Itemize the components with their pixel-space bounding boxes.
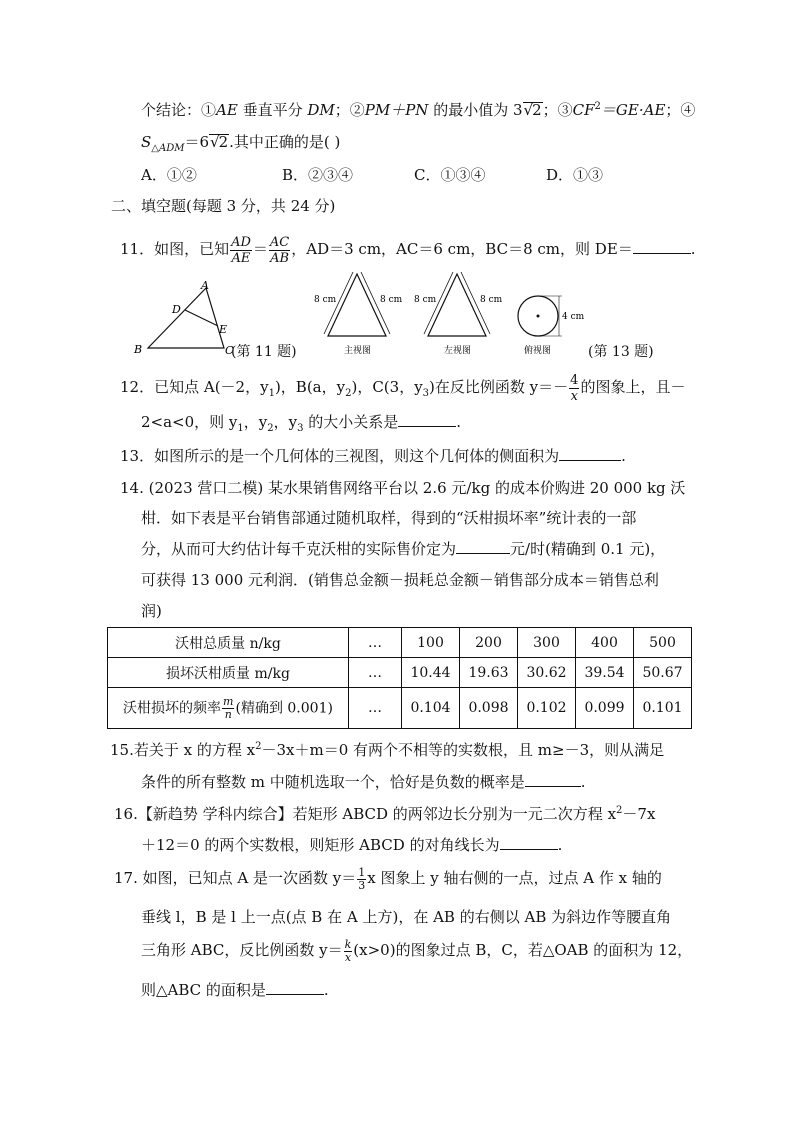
q10-sqrt2: 2 xyxy=(532,101,542,119)
q12-text: 12．已知点 A(－2，y xyxy=(120,378,269,396)
table-cell: 30.62 xyxy=(518,658,576,688)
q11-end: . xyxy=(690,240,696,258)
table-header-cell: 损坏沃柑质量 m/kg xyxy=(108,658,349,688)
q17-text: (x>0)的图象过点 B，C，若△OAB 的面积为 12， xyxy=(353,941,693,959)
q10-text: ；④ xyxy=(665,101,696,119)
subscript-2: 2 xyxy=(267,423,274,434)
dim-label: 4 cm xyxy=(562,312,585,322)
q10-geae: ＝GE·AE xyxy=(600,101,666,119)
frac-num: m xyxy=(223,694,234,708)
q17-end: . xyxy=(323,981,329,999)
main-view xyxy=(314,272,403,356)
q12-text: ，y xyxy=(273,413,298,431)
frac-den: 3 xyxy=(358,878,366,892)
q10-text: 个结论：① xyxy=(141,101,217,119)
table-cell: 50.67 xyxy=(634,658,692,688)
q12-text: )，C(3，y xyxy=(351,378,423,396)
q10-sqrt2b: 2 xyxy=(218,133,229,151)
q17-line3 xyxy=(141,934,692,966)
q12-text: ，y xyxy=(243,413,268,431)
table-cell: 0.104 xyxy=(402,688,460,729)
top-view xyxy=(518,296,585,356)
q15-text: 15.若关于 x 的方程 x xyxy=(110,741,256,759)
figure-11-triangle xyxy=(128,276,234,360)
label-e: E xyxy=(219,323,228,336)
q12-line2 xyxy=(141,412,461,432)
superscript-2: 2 xyxy=(594,101,601,112)
answer-blank xyxy=(266,980,324,995)
frac-den: n xyxy=(224,707,232,721)
frac-num: 1 xyxy=(358,865,366,879)
label-a: A xyxy=(201,279,209,292)
q15-end: . xyxy=(580,773,586,791)
table-cell: … xyxy=(349,658,402,688)
subscript-1: 1 xyxy=(237,423,244,434)
superscript-2: 2 xyxy=(255,741,262,752)
figure-13-three-views xyxy=(310,266,585,360)
frac-den: x xyxy=(344,950,352,964)
q14-line1: 14. (2023 营口二模) 某水果销售网络平台以 2.6 元/kg 的成本价购进 20 000 kg 沃 xyxy=(120,479,686,497)
q17-line4 xyxy=(141,980,329,1000)
answer-blank xyxy=(500,835,558,850)
dim-label: 8 cm xyxy=(380,295,403,305)
q17-text: 则△ABC 的面积是 xyxy=(141,981,266,999)
triangle-abc xyxy=(148,288,224,348)
table-cell: 0.099 xyxy=(576,688,634,729)
answer-blank xyxy=(633,239,691,254)
q10-line2 xyxy=(141,132,340,152)
q10-cf: CF xyxy=(572,101,595,119)
frac-num: k xyxy=(344,937,352,951)
table-row xyxy=(108,628,692,658)
dim-label: 8 cm xyxy=(314,295,337,305)
q10-tail-text: .其中正确的是( ) xyxy=(229,133,341,151)
q10-text: 垂直平分 xyxy=(237,101,308,119)
table-header-cell: 沃柑总质量 n/kg xyxy=(108,628,349,658)
top-view-label: 俯视图 xyxy=(524,346,552,356)
q16-end: . xyxy=(557,836,563,854)
subscript-2: 2 xyxy=(345,388,352,399)
dim-label: 8 cm xyxy=(480,295,503,305)
q11-line xyxy=(120,234,696,266)
sqrt-symbol xyxy=(523,102,543,118)
sqrt-symbol xyxy=(209,134,229,150)
q12-text: )，B(a，y xyxy=(274,378,346,396)
orange-damage-table xyxy=(107,627,692,729)
left-view-label: 左视图 xyxy=(444,346,472,356)
frac-den: AB xyxy=(270,250,290,266)
q16-text: －7x xyxy=(622,805,656,823)
answer-blank xyxy=(525,772,581,787)
table-cell: 10.44 xyxy=(402,658,460,688)
table-cell: … xyxy=(349,688,402,729)
q14-line2: 柑．如下表是平台销售部通过随机取样，得到的“沃柑损坏率”统计表的一部 xyxy=(141,509,637,527)
subscript-1: 1 xyxy=(268,388,275,399)
table-cell: 19.63 xyxy=(460,658,518,688)
label-d: D xyxy=(172,303,181,316)
table-row xyxy=(108,658,692,688)
figure-13-caption: (第 13 题) xyxy=(588,344,654,360)
q10-option-d: D．①③ xyxy=(546,166,604,184)
q10-line1 xyxy=(141,100,695,120)
section-heading: 二、填空题(每题 3 分，共 24 分) xyxy=(111,197,336,215)
q10-option-c: C．①③④ xyxy=(414,166,486,184)
dim-label: 8 cm xyxy=(414,295,437,305)
q11-text: ，AD＝3 cm，AC＝6 cm，BC＝8 cm，则 DE＝ xyxy=(291,240,633,258)
q14-text: 分，从而可大约估计每千克沃柑的实际售价定为 xyxy=(141,540,457,558)
q12-line1 xyxy=(120,372,685,404)
superscript-2: 2 xyxy=(616,805,623,816)
q16-text: 16.【新趋势 学科内综合】若矩形 ABCD 的两邻边长分别为一元二次方程 x xyxy=(114,805,617,823)
q17-line1 xyxy=(114,862,662,894)
table-cell: 300 xyxy=(518,628,576,658)
left-view xyxy=(414,272,503,356)
table-text: (精确到 0.001) xyxy=(235,700,333,716)
q12-text: )在反比例函数 y＝－ xyxy=(429,378,569,396)
q12-text: 2<a<0，则 y xyxy=(141,413,238,431)
q17-text: 三角形 ABC，反比例函数 y＝ xyxy=(141,941,343,959)
table-cell: 400 xyxy=(576,628,634,658)
table-cell: 0.102 xyxy=(518,688,576,729)
table-cell: 0.098 xyxy=(460,688,518,729)
label-c: C xyxy=(225,344,234,357)
table-cell: 500 xyxy=(634,628,692,658)
q14-line5: 润) xyxy=(141,602,162,620)
figure-11-caption: (第 11 题) xyxy=(231,344,297,360)
q10-dm: DM xyxy=(307,101,335,119)
q13-end: . xyxy=(621,447,626,465)
subscript-3: 3 xyxy=(422,388,430,399)
q13-line xyxy=(120,446,626,466)
q12-text: 的大小关系是 xyxy=(303,413,399,431)
q10-text: ；③ xyxy=(542,101,573,119)
frac-den: x xyxy=(570,388,578,404)
q16-line1 xyxy=(114,804,655,824)
q11-fraction-2 xyxy=(269,235,290,266)
subscript-3: 3 xyxy=(297,423,304,434)
q10-text: 的最小值为 3 xyxy=(428,101,523,119)
q12-fraction xyxy=(569,373,579,404)
table-text: 沃柑损坏的频率 xyxy=(123,700,222,716)
answer-blank xyxy=(398,412,456,427)
q10-pmpn: PM＋PN xyxy=(364,101,429,119)
q15-line1 xyxy=(110,740,664,760)
frac-num: AD xyxy=(231,234,251,250)
q11-text: 11．如图，已知 xyxy=(120,240,230,258)
q11-eq: ＝ xyxy=(252,240,268,258)
q10-text: ；② xyxy=(334,101,365,119)
q10-sub-adm: △ADM xyxy=(151,143,185,154)
q14-line4: 可获得 13 000 元利润．(销售总金额－损耗总金额－销售部分成本＝销售总利 xyxy=(141,571,659,589)
q17-fraction-1 xyxy=(357,867,366,892)
q17-text: 17. 如图，已知点 A 是一次函数 y＝ xyxy=(114,869,357,887)
table-cell: 0.101 xyxy=(634,688,692,729)
frac-num: 4 xyxy=(570,372,579,388)
table-row xyxy=(108,688,692,729)
answer-blank xyxy=(559,446,621,461)
frac-num: AC xyxy=(269,234,290,250)
frac-den: AE xyxy=(231,250,251,266)
q17-fraction-2 xyxy=(344,939,353,964)
q14-line3 xyxy=(141,539,665,559)
q14-text: 元/时(精确到 0.1 元)， xyxy=(510,540,666,558)
label-b: B xyxy=(134,343,143,356)
q10-s: S xyxy=(141,133,152,151)
q10-text: ＝6 xyxy=(184,133,209,151)
q10-option-a: A．①② xyxy=(141,166,197,184)
answer-blank xyxy=(456,539,510,554)
table-cell: 200 xyxy=(460,628,518,658)
q15-text: －3x＋m＝0 有两个不相等的实数根，且 m≥－3，则从满足 xyxy=(261,741,665,759)
main-view-label: 主视图 xyxy=(344,346,372,356)
q17-line2: 垂线 l，B 是 l 上一点(点 B 在 A 上方)，在 AB 的右侧以 AB 为斜边作等腰直角 xyxy=(141,908,672,926)
table-fraction xyxy=(222,696,234,721)
table-cell: 100 xyxy=(402,628,460,658)
q13-text: 13．如图所示的是一个几何体的三视图，则这个几何体的侧面积为 xyxy=(120,447,560,465)
q10-option-b: B．②③④ xyxy=(282,166,354,184)
q12-end: . xyxy=(456,413,462,431)
q10-ae: AE xyxy=(216,101,238,119)
q16-text: ＋12＝0 的两个实数根，则矩形 ABCD 的对角线长为 xyxy=(141,836,500,854)
q15-line2 xyxy=(141,772,586,792)
q15-text: 条件的所有整数 m 中随机选取一个，恰好是负数的概率是 xyxy=(141,773,525,791)
q11-fraction-1 xyxy=(230,235,252,266)
table-cell: 39.54 xyxy=(576,658,634,688)
table-header-cell xyxy=(108,688,349,729)
q12-text: 的图象上，且－ xyxy=(580,378,686,396)
q17-text: x 图象上 y 轴右侧的一点，过点 A 作 x 轴的 xyxy=(367,869,662,887)
q16-line2 xyxy=(141,835,562,855)
table-cell: … xyxy=(349,628,402,658)
